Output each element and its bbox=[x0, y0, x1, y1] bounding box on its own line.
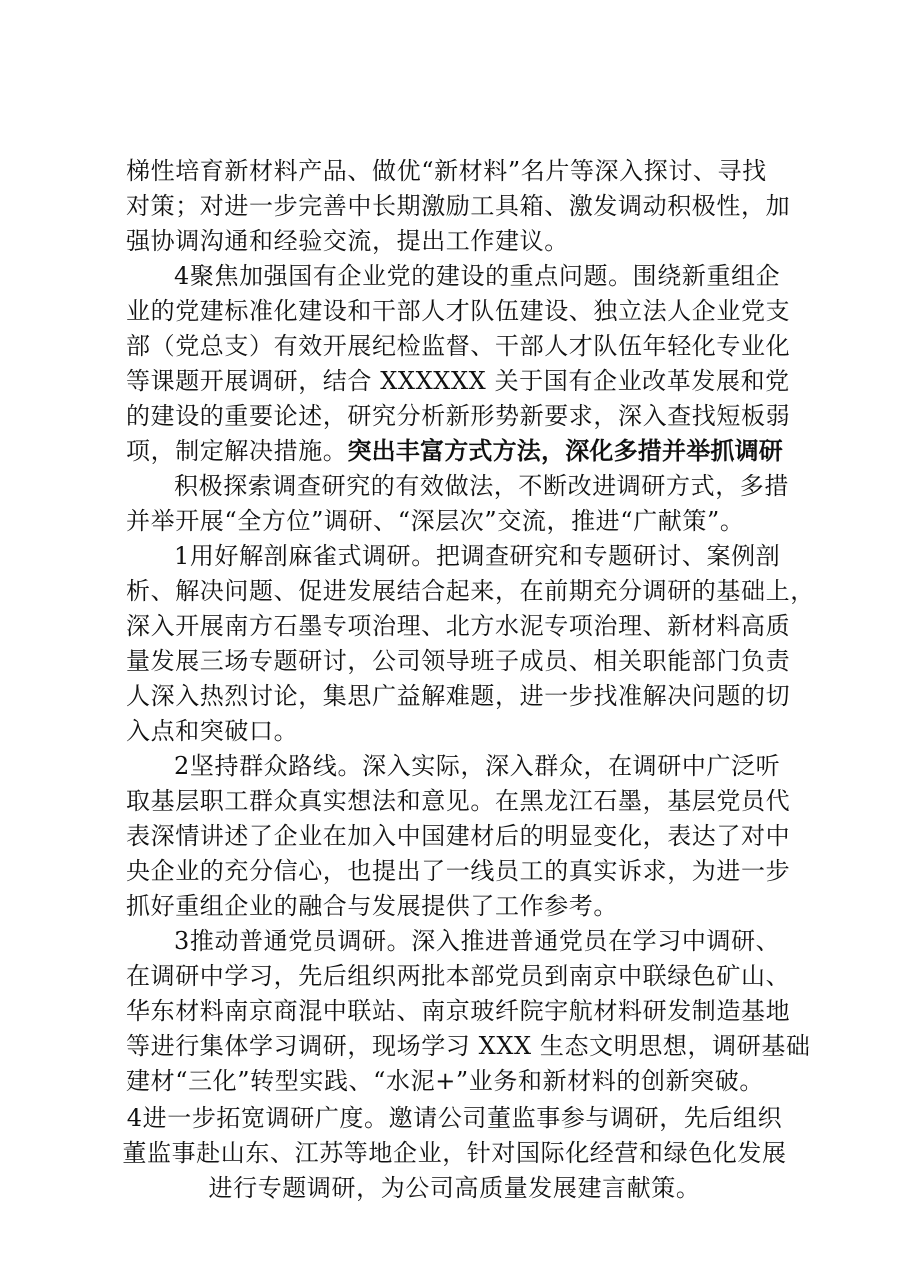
text-line: 在调研中学习，先后组织两批本部党员到南京中联绿色矿山、 bbox=[126, 962, 791, 990]
centered-text-line: 进行专题调研，为公司高质量发展建言献策。 bbox=[208, 1174, 701, 1202]
text-line: 梯性培育新材料产品、做优“新材料”名片等深入探讨、寻找 bbox=[126, 157, 767, 185]
text-line: 量发展三场专题研讨，公司领导班子成员、相关职能部门负责 bbox=[126, 647, 791, 675]
text-line: 对策；对进一步完善中长期激励工具箱、激发调动积极性，加 bbox=[126, 192, 791, 220]
text-fragment: 项，制定解决措施。 bbox=[126, 437, 348, 465]
text-line: 表深情讲述了企业在加入中国建材后的明显变化，表达了对中 bbox=[126, 822, 791, 850]
paragraph-start-line: 2坚持群众路线。深入实际，深入群众，在调研中广泛听 bbox=[174, 752, 781, 780]
text-line: 强协调沟通和经验交流，提出工作建议。 bbox=[126, 227, 569, 255]
text-line: 等进行集体学习调研，现场学习 XXX 生态文明思想，调研基础 bbox=[126, 1032, 811, 1060]
paragraph-start-line: 4聚焦加强国有企业党的建设的重点问题。围绕新重组企 bbox=[174, 262, 781, 290]
text-line: 业的党建标准化建设和干部人才队伍建设、独立法人企业党支 bbox=[126, 297, 791, 325]
text-line: 的建设的重要论述，研究分析新形势新要求，深入查找短板弱 bbox=[126, 402, 791, 430]
text-line-with-heading bbox=[126, 433, 806, 469]
text-line: 入点和突破口。 bbox=[126, 717, 299, 745]
text-line: 部（党总支）有效开展纪检监督、干部人才队伍年轻化专业化 bbox=[126, 332, 791, 360]
centered-text-line: 董监事赴山东、江苏等地企业，针对国际化经营和绿色化发展 bbox=[122, 1139, 787, 1167]
text-line: 人深入热烈讨论，集思广益解难题，进一步找准解决问题的切 bbox=[126, 682, 791, 710]
text-line: 析、解决问题、促进发展结合起来，在前期充分调研的基础上， bbox=[126, 577, 815, 605]
text-line: 华东材料南京商混中联站、南京玻纤院宇航材料研发制造基地 bbox=[126, 997, 791, 1025]
text-line: 抓好重组企业的融合与发展提供了工作参考。 bbox=[126, 892, 618, 920]
text-line: 深入开展南方石墨专项治理、北方水泥专项治理、新材料高质 bbox=[126, 612, 791, 640]
text-line: 并举开展“全方位”调研、“深层次”交流，推进“广献策”。 bbox=[126, 507, 745, 535]
paragraph-start-line: 3推动普通党员调研。深入推进普通党员在学习中调研、 bbox=[174, 927, 781, 955]
text-line: 建材“三化”转型实践、“水泥+”业务和新材料的创新突破。 bbox=[126, 1067, 764, 1095]
text-line: 央企业的充分信心，也提出了一线员工的真实诉求，为进一步 bbox=[126, 857, 791, 885]
paragraph-start-line: 积极探索调查研究的有效做法，不断改进调研方式，多措 bbox=[174, 472, 789, 500]
text-line: 取基层职工群众真实想法和意见。在黑龙江石墨，基层党员代 bbox=[126, 787, 791, 815]
text-line: 等课题开展调研，结合 XXXXXX 关于国有企业改革发展和党 bbox=[126, 367, 790, 395]
section-heading: 突出丰富方式方法，深化多措并举抓调研 bbox=[347, 437, 784, 465]
paragraph-start-line: 1用好解剖麻雀式调研。把调查研究和专题研讨、案例剖 bbox=[174, 542, 781, 570]
centered-text-line: 4进一步拓宽调研广度。邀请公司董监事参与调研，先后组织 bbox=[126, 1104, 783, 1132]
